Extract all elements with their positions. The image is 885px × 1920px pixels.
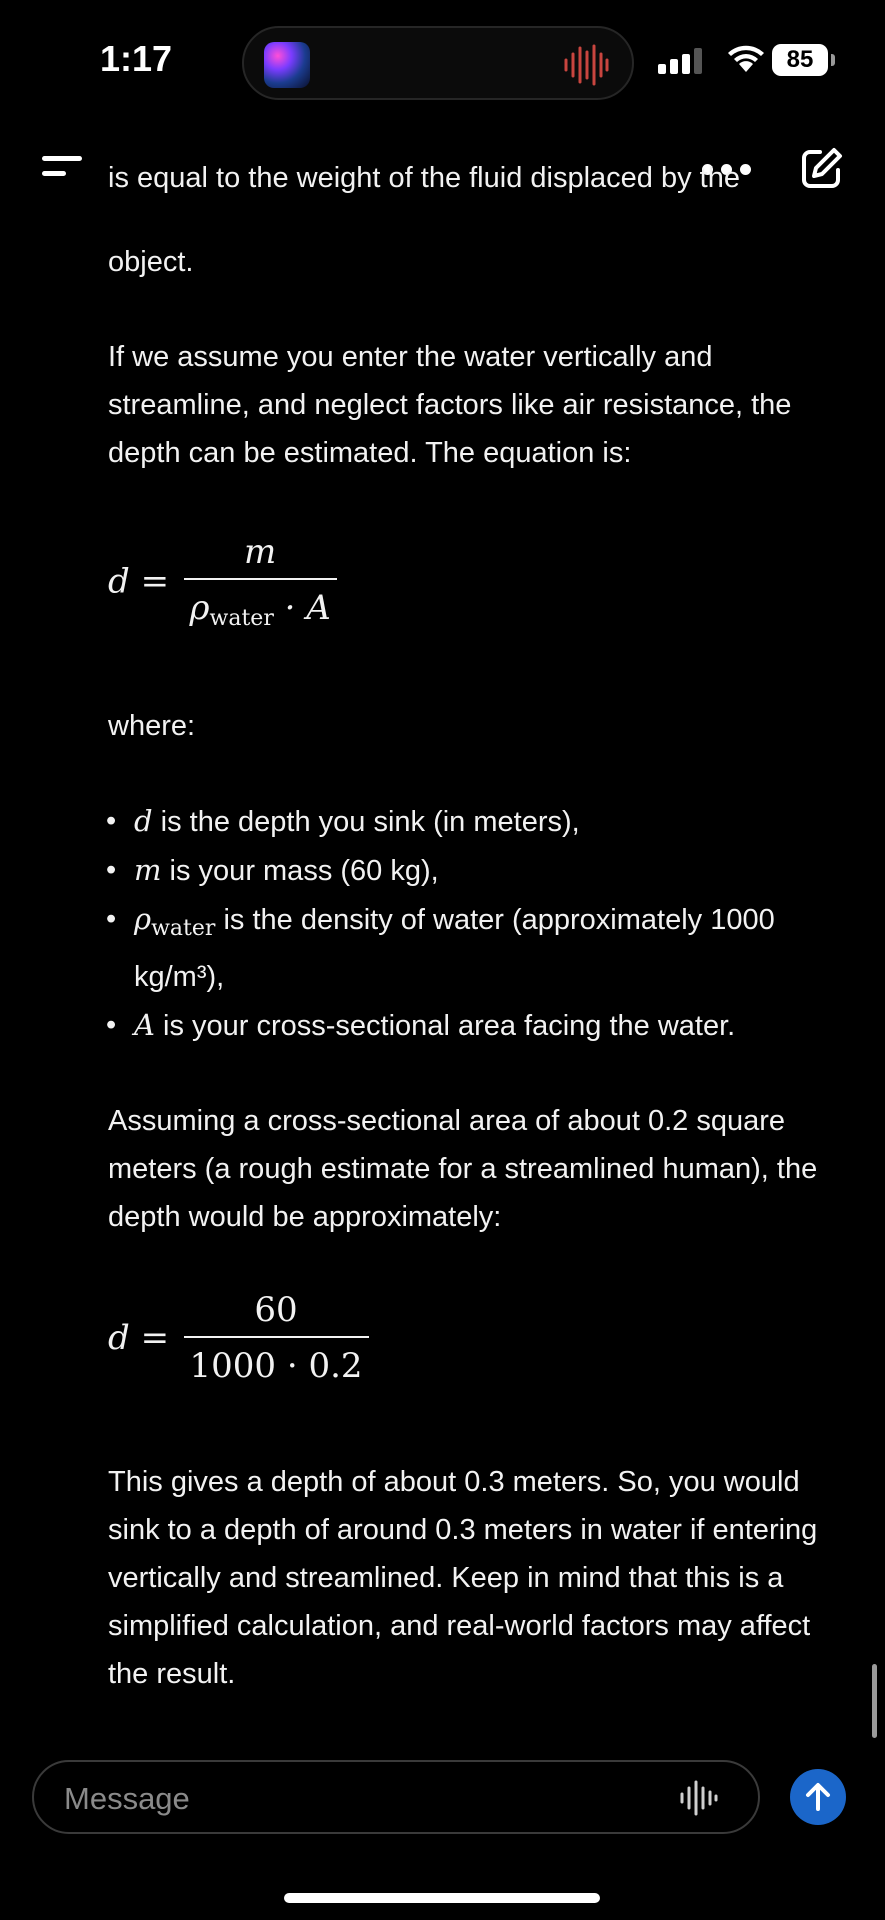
voice-waveform-icon[interactable] [678,1780,718,1816]
where-section [108,702,828,1241]
new-chat-icon[interactable] [800,146,844,190]
status-time: 1:17 [100,38,173,79]
menu-icon[interactable] [42,156,82,188]
send-arrow-icon [790,1769,846,1825]
equation-depth-formula [108,532,337,631]
list-item: • d is the depth you sink (in meters), [108,797,828,846]
paragraph-3: Assuming a cross-sectional area of about 0.2 square meters (a rough estimate for a streamlined human), the depth would be approximately: [108,1105,818,1233]
equation-depth-numeric [108,1290,369,1386]
cellular-signal-icon [658,48,704,74]
partially-scrolled-line: is equal to the weight of the fluid displaced by the [108,162,740,194]
audio-waveform-icon [562,44,610,86]
send-button[interactable] [790,1769,846,1825]
equation-numerator: 60 [254,1290,298,1330]
message-input[interactable] [62,1780,626,1818]
paragraph-1-end: object. [108,246,194,278]
equation-denominator: $\rho_{water} \cdot A$ [184,578,337,631]
dynamic-island[interactable] [242,26,634,100]
list-item: • A is your cross-sectional area facing the water. [108,1001,828,1050]
where-label: where: [108,710,196,742]
equation-lhs: d = [108,1318,170,1358]
paragraph-2: If we assume you enter the water vertically and streamline, and neglect factors like air resistance, the depth can be estimated. The equation is: [108,341,792,469]
home-indicator[interactable] [284,1893,600,1903]
list-item: • m is your mass (60 kg), [108,846,828,895]
equation-numerator: m [244,532,277,572]
conclusion-section [108,1458,828,1698]
equation-fraction [184,532,337,631]
status-bar [0,0,885,120]
equation-lhs: d = [108,561,170,602]
message-composer[interactable] [32,1760,760,1834]
equation-fraction [184,1290,369,1386]
paragraph-4: This gives a depth of about 0.3 meters. So, you would sink to a depth of around 0.3 meters in water if entering vertically and streamlined. Keep in mind that this is a simplified calculation, and real-world factors may affect the result. [108,1466,818,1690]
battery-icon: 85 [772,44,828,76]
equation-denominator: 1000 · 0.2 [184,1336,369,1386]
variable-list [108,797,828,1050]
battery-nub [831,54,835,66]
list-item: • $\rho_{water}$ is the density of water (approximately 1000 kg/m³), [108,895,828,1001]
wifi-icon [726,42,766,74]
now-playing-artwork-icon [264,42,310,88]
scrollbar-thumb[interactable] [872,1664,877,1738]
